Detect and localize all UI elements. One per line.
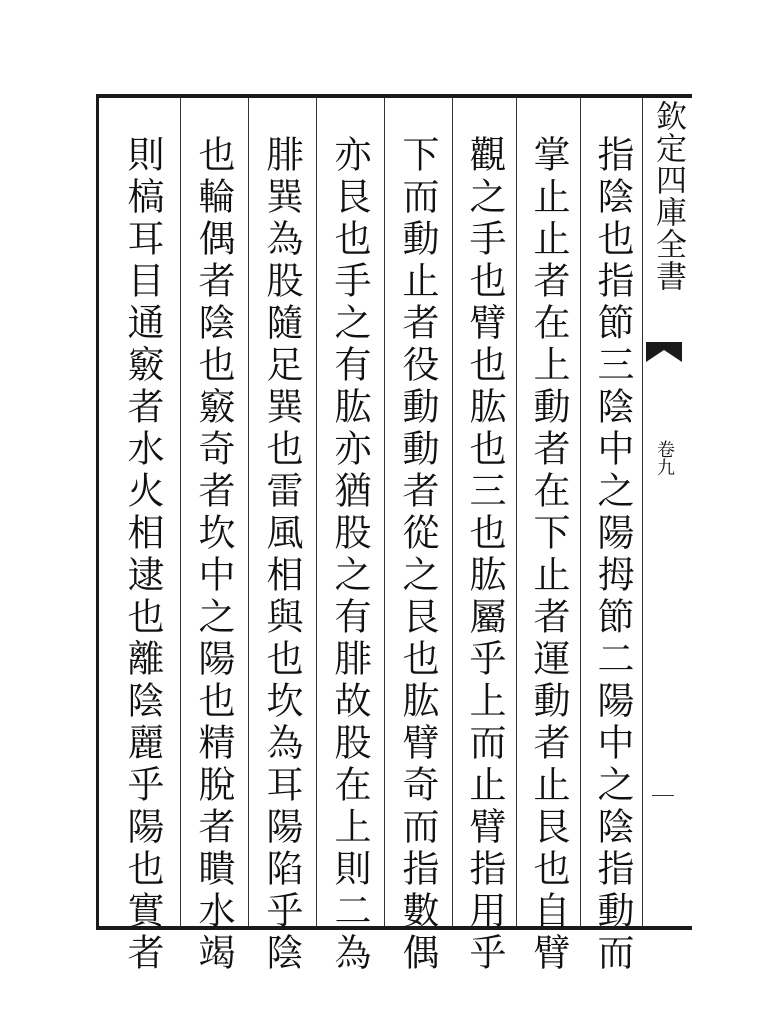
text-column-1: 指陰也指節三陰中之陽拇節二陽中之陰指動而: [591, 135, 634, 975]
text-column-2: 掌止止者在上動者在下止者運動者止艮也自臂: [527, 135, 570, 975]
text-column-8: 則槁耳目通竅者水火相逮也離陰麗乎陽也實者: [121, 135, 164, 975]
column-rule: [516, 98, 517, 926]
margin-book-title: 欽定四庫全書: [650, 100, 686, 292]
margin-tick-mark: [652, 795, 674, 796]
column-rule: [180, 98, 181, 926]
text-column-6: 腓巽為股隨足巽也雷風相與也坎為耳陽陷乎陰: [260, 135, 303, 975]
text-column-3: 觀之手也臂也肱也三也肱屬乎上而止臂指用乎: [463, 135, 506, 975]
text-column-5: 亦艮也手之有肱亦猶股之有腓故股在上則二為: [328, 135, 371, 975]
column-rule: [316, 98, 317, 926]
text-column-7: 也輪偶者陰也竅奇者坎中之陽也精脫者瞶水竭: [192, 135, 235, 975]
column-rule: [384, 98, 385, 926]
column-rule: [580, 98, 581, 926]
margin-volume-number: 卷九: [654, 440, 675, 476]
fish-tail-ornament-icon: [644, 338, 684, 366]
text-column-4: 下而動止者役動動者從之艮也肱臂奇而指數偶: [396, 135, 439, 975]
column-rule: [452, 98, 453, 926]
column-rule: [642, 98, 643, 926]
column-rule: [248, 98, 249, 926]
